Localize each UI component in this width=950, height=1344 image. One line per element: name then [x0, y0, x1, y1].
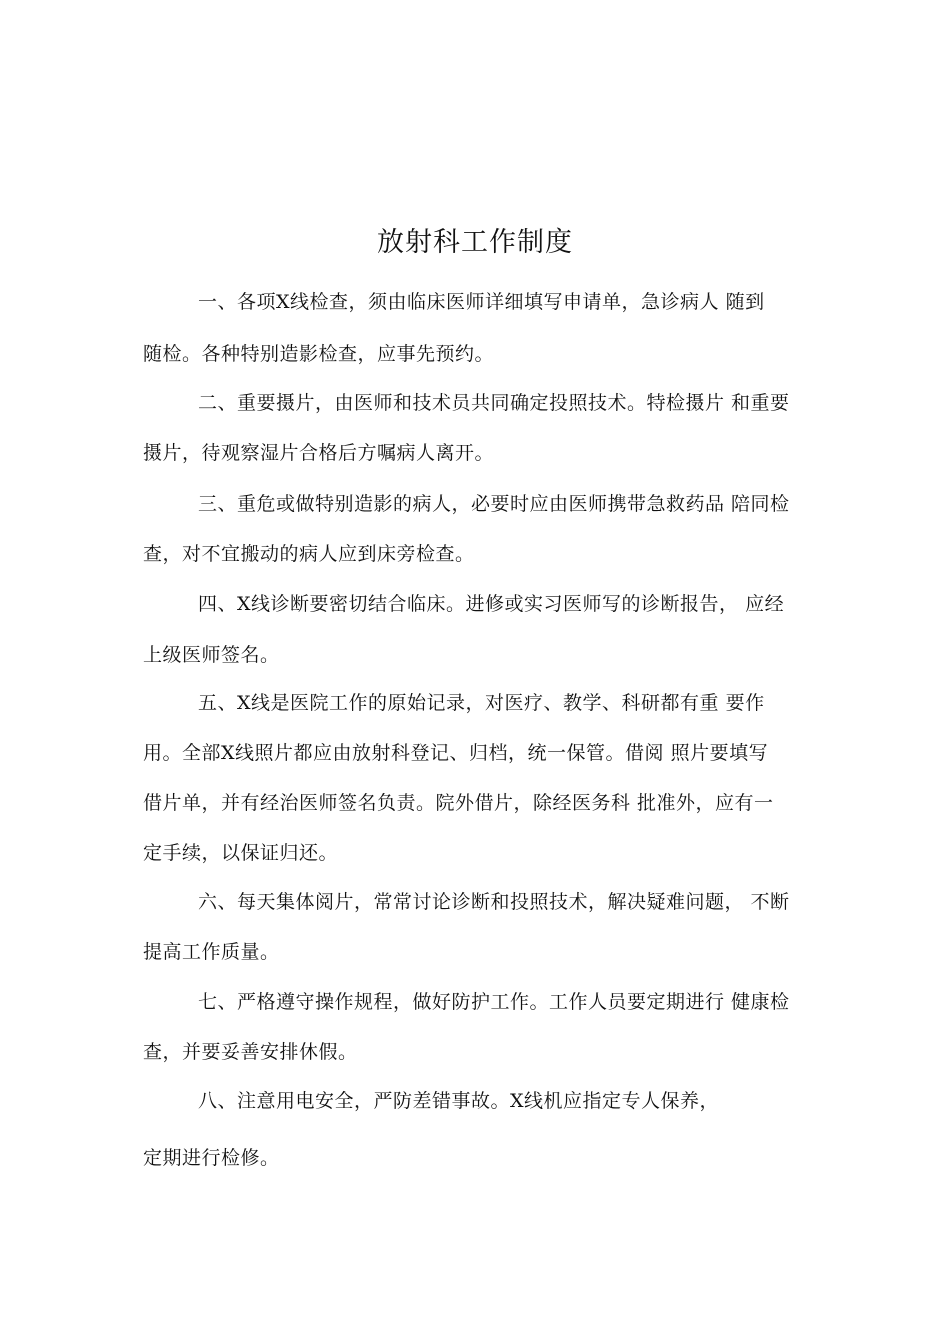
paragraph-8-line-2: 定期进行检修。	[143, 1147, 280, 1169]
paragraph-8-line-1: 八、注意用电安全，严防差错事故。X线机应指定专人保养，	[198, 1090, 720, 1112]
paragraph-4-line-1: 四、X线诊断要密切结合临床。进修或实习医师写的诊断报告， 应经	[198, 593, 785, 615]
paragraph-7-line-1: 七、严格遵守操作规程，做好防护工作。工作人员要定期进行 健康检	[198, 991, 790, 1013]
paragraph-2-line-1: 二、重要摄片，由医师和技术员共同确定投照技术。特检摄片 和重要	[198, 392, 790, 414]
paragraph-7-line-2: 查，并要妥善安排休假。	[143, 1041, 358, 1063]
paragraph-5-line-2: 用。全部X线照片都应由放射科登记、归档，统一保管。借阅 照片要填写	[143, 742, 769, 764]
paragraph-6-line-1: 六、每天集体阅片，常常讨论诊断和投照技术，解决疑难问题， 不断	[198, 891, 790, 913]
paragraph-1-line-1: 一、各项X线检查，须由临床医师详细填写申请单，急诊病人 随到	[198, 291, 765, 313]
paragraph-6-line-2: 提高工作质量。	[143, 941, 280, 963]
paragraph-4-line-2: 上级医师签名。	[143, 644, 280, 666]
paragraph-1-line-2: 随检。各种特别造影检查，应事先预约。	[143, 343, 495, 365]
paragraph-5-line-1: 五、X线是医院工作的原始记录，对医疗、教学、科研都有重 要作	[198, 692, 765, 714]
paragraph-5-line-4: 定手续，以保证归还。	[143, 842, 339, 864]
paragraph-3-line-2: 查，对不宜搬动的病人应到床旁检查。	[143, 543, 475, 565]
paragraph-3-line-1: 三、重危或做特别造影的病人，必要时应由医师携带急救药品 陪同检	[198, 493, 790, 515]
paragraph-5-line-3: 借片单，并有经治医师签名负责。院外借片，除经医务科 批准外，应有一	[143, 792, 774, 814]
paragraph-2-line-2: 摄片，待观察湿片合格后方嘱病人离开。	[143, 442, 495, 464]
document-title: 放射科工作制度	[377, 227, 573, 258]
